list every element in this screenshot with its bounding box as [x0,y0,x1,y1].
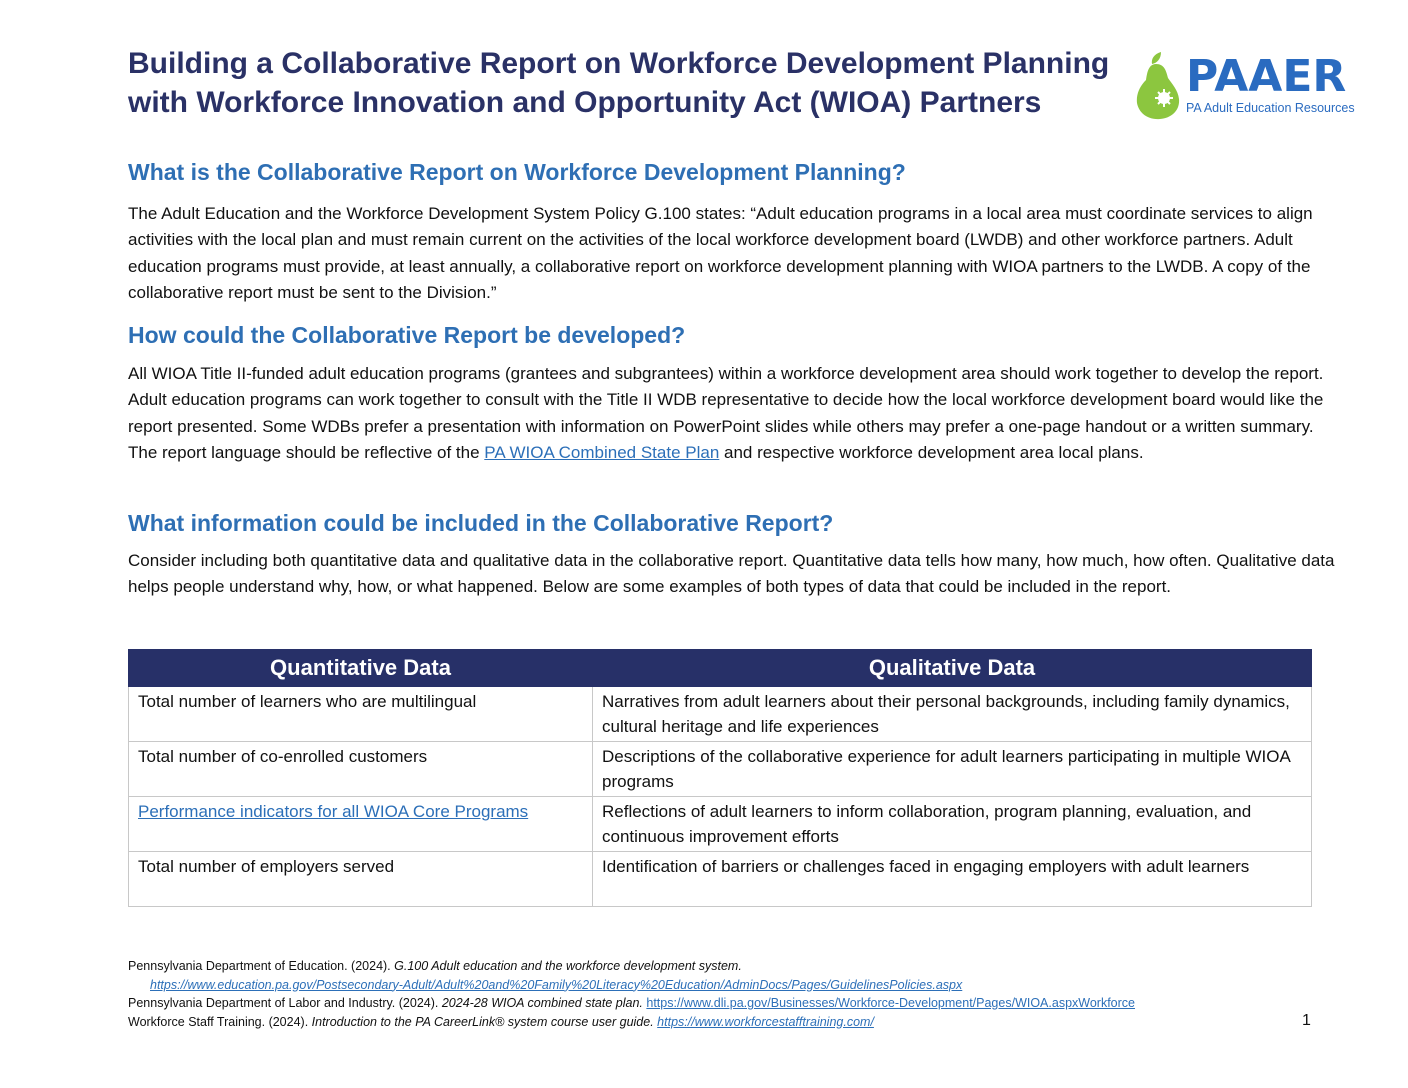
reference-entry: Workforce Staff Training. (2024). Introduction to the PA CareerLink® system course user guide. https://www.workforcestafftraining.com/ [128,1014,874,1029]
body-text-before-link: All WIOA Title II-funded adult education programs (grantees and subgrantees) within a workforce development area should work together to develop the report. Adult education programs can work together to consult with the Title II WDB representative to decide how the local workforce development board would like the report presented. Some WDBs prefer a presentation with information on PowerPoint slides while others may prefer a one-page handout or a written summary. The report language should be reflective of the [128,364,1324,463]
reference-link[interactable]: https://www.workforcestafftraining.com/ [657,1014,874,1029]
title-line-2: with Workforce Innovation and Opportunity Act (WIOA) Partners [128,86,1042,119]
page-number: 1 [1302,1012,1311,1029]
logo-tagline: PA Adult Education Resources [1186,101,1355,115]
table-header-row [129,650,1312,687]
reference-title: 2024-28 WIOA combined state plan. [441,996,643,1010]
section-heading-what-is: What is the Collaborative Report on Workforce Development Planning? [128,159,906,185]
reference-link[interactable]: https://www.dli.pa.gov/Businesses/Workforce-Development/Pages/WIOA.aspxWorkforce [646,996,1135,1010]
table-cell: Narratives from adult learners about their personal backgrounds, including family dynamics, cultural heritage and life experiences [593,687,1312,742]
pear-icon [1134,50,1184,122]
state-plan-link[interactable]: PA WIOA Combined State Plan [484,443,720,463]
section-body-what-info: Consider including both quantitative data and qualitative data in the collaborative report. Quantitative data tells how many, how much, how often. Qualitative data helps people understand why, how, or what happened. Below are some examples of both types of data that could be included in the report. [128,551,1335,597]
table-row [129,687,1312,742]
performance-indicators-link[interactable]: Performance indicators for all WIOA Core Programs [138,802,529,821]
paaer-logo [1134,50,1362,122]
title-line-1: Building a Collaborative Report on Workforce Development Planning [128,47,1110,80]
section-heading-what-info: What information could be included in the Collaborative Report? [128,510,834,536]
body-text-after-link: and respective workforce development area local plans. [719,443,1144,463]
reference-entry: Pennsylvania Department of Labor and Industry. (2024). 2024-28 WIOA combined state plan. https://www.dli.pa.gov/Businesses/Workforce-Development/Pages/WIOA.aspxWorkforce [128,996,1135,1010]
section-body-what-is: The Adult Education and the Workforce Development System Policy G.100 states: “Adult education programs in a local area must coordinate services to align activities with the local plan and must remain current on the activities of the local workforce development board (LWDB) and other workforce partners. Adult education programs must provide, at least annually, a collaborative report on workforce development planning with WIOA partners to the LWDB. A copy of the collaborative report must be sent to the Division.” [128,204,1313,303]
table-cell: Total number of employers served [129,852,593,907]
table-cell: Reflections of adult learners to inform collaboration, program planning, evaluation, and continuous improvement efforts [593,797,1312,852]
reference-url-line [128,976,1288,995]
table-cell: Identification of barriers or challenges faced in engaging employers with adult learners [593,852,1312,907]
header-qualitative: Qualitative Data [593,650,1312,687]
reference-entry: Pennsylvania Department of Education. (2024). G.100 Adult education and the workforce development system. [128,959,742,973]
page-title [128,44,1128,122]
table-cell [129,797,593,852]
section-heading-how-developed: How could the Collaborative Report be developed? [128,322,686,348]
reference-link[interactable]: https://www.education.pa.gov/Postsecondary-Adult/Adult%20and%20Family%20Literacy%20Education/AdminDocs/Pages/GuidelinesPolicies.aspx [150,977,963,992]
logo-wordmark: PAAER [1186,51,1347,102]
table-row [129,852,1312,907]
table-row [129,742,1312,797]
table-cell: Total number of learners who are multilingual [129,687,593,742]
table-cell: Descriptions of the collaborative experience for adult learners participating in multiple WIOA programs [593,742,1312,797]
reference-title: G.100 Adult education and the workforce development system. [394,959,742,973]
section-body-how-developed [128,361,1338,467]
table-cell: Total number of co-enrolled customers [129,742,593,797]
references [128,957,1288,1031]
reference-title: Introduction to the PA CareerLink® system course user guide. [311,1014,654,1029]
data-types-table [128,649,1312,907]
table-row [129,797,1312,852]
header-quantitative: Quantitative Data [129,650,593,687]
